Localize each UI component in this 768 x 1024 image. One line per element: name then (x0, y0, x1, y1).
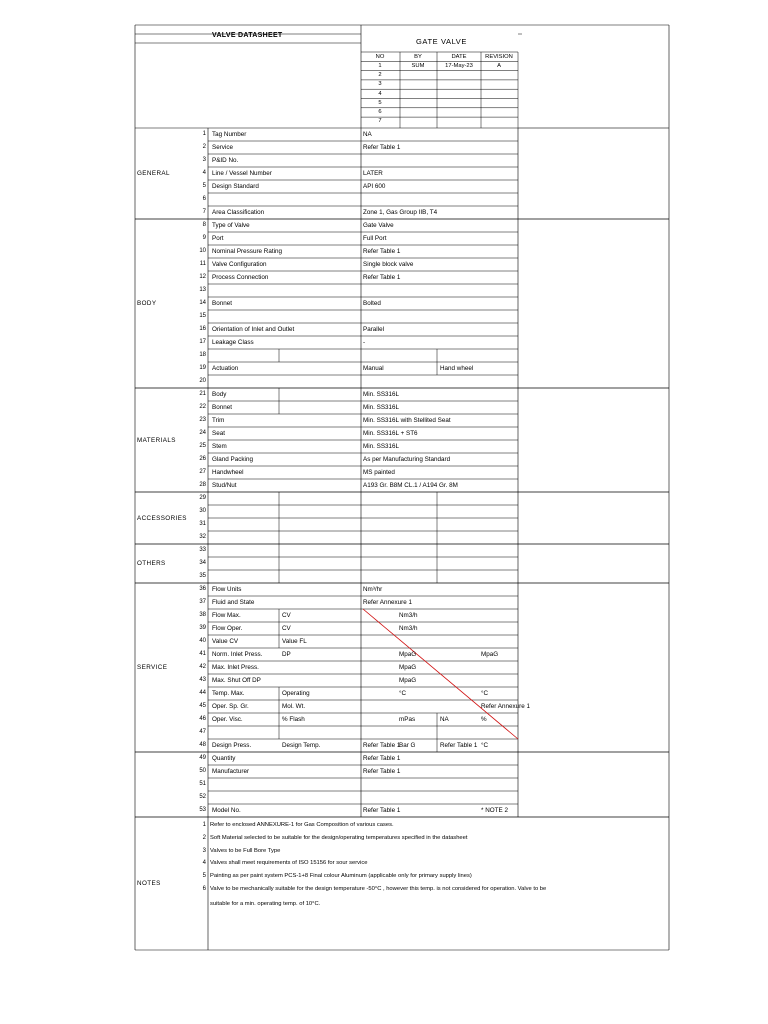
row-number: 53 (199, 807, 206, 813)
row-number: 32 (199, 534, 206, 540)
row-number: 41 (199, 651, 206, 657)
param-label: Trim (212, 417, 225, 424)
param-label: Nominal Pressure Rating (212, 248, 282, 255)
group-notes: NOTES (137, 880, 161, 887)
param-label: Oper. Sp. Gr. (212, 703, 249, 710)
row-number: 19 (199, 365, 206, 371)
row-number: 12 (199, 274, 206, 280)
param-value: Gate Valve (363, 222, 394, 229)
row-number: 11 (199, 261, 206, 267)
param-sub-label: % Flash (282, 716, 305, 723)
param-label: Port (212, 235, 224, 242)
value-unit: Nm3/h (399, 625, 418, 632)
param-value: - (363, 339, 366, 346)
param-value: Parallel (363, 326, 384, 333)
note-number: 6 (202, 886, 206, 892)
note-text: Refer to enclosed ANNEXURE-1 for Gas Composition of various cases. (210, 822, 394, 828)
param-label: Body (212, 391, 227, 398)
datasheet-title: VALVE DATASHEET (212, 32, 283, 39)
row-number: 10 (199, 248, 206, 254)
row-number: 13 (199, 287, 206, 293)
param-label: Stem (212, 443, 227, 450)
param-sub-label: Mol. Wt. (282, 703, 306, 710)
group-body: BODY (137, 300, 157, 307)
param-value: NA (363, 131, 372, 138)
param-sub-label: CV (282, 625, 291, 632)
row-number: 48 (199, 742, 206, 748)
param-value: Single block valve (363, 261, 414, 268)
param-sub-label: Operating (282, 690, 310, 697)
param-value-3: MpaG (481, 651, 499, 658)
revision-cell: A (497, 62, 501, 69)
row-number: 46 (199, 716, 206, 722)
param-sub-label: DP (282, 651, 291, 658)
note-number: 3 (202, 848, 206, 854)
param-sub-label: Design Temp. (282, 742, 321, 749)
param-label: Max. Inlet Press. (212, 664, 259, 671)
param-value-3: % (481, 716, 487, 723)
param-value: Refer Table 1 (363, 274, 401, 281)
param-label: Stud/Nut (212, 482, 237, 489)
param-label: Flow Max. (212, 612, 241, 619)
row-number: 40 (199, 638, 206, 644)
param-label: Flow Units (212, 586, 242, 593)
param-label: Temp. Max. (212, 690, 245, 697)
row-number: 21 (199, 391, 206, 397)
param-sub-label: CV (282, 612, 291, 619)
row-number: 6 (202, 196, 206, 202)
row-number: 2 (202, 144, 206, 150)
param-label: Max. Shut Off DP (212, 677, 261, 684)
row-number: 14 (199, 300, 206, 306)
param-value: Refer Table 1 (363, 742, 401, 749)
param-value: Refer Annexure 1 (363, 599, 413, 606)
param-label: Handwheel (212, 469, 244, 476)
param-value-2: Hand wheel (440, 365, 474, 372)
param-value: Refer Table 1 (363, 248, 401, 255)
param-label: Valve Configuration (212, 261, 267, 268)
row-number: 15 (199, 313, 206, 319)
param-value: A193 Gr. B8M CL.1 / A194 Gr. 8M (363, 482, 458, 489)
row-number: 18 (199, 352, 206, 358)
param-value: Nm³/hr (363, 586, 383, 593)
param-value-3: °C (481, 690, 489, 697)
param-value-3: °C (481, 742, 489, 749)
param-value: Min. SS316L with Stellited Seat (363, 417, 451, 424)
row-number: 38 (199, 612, 206, 618)
revision-cell: 6 (378, 109, 382, 116)
row-number: 50 (199, 768, 206, 774)
row-number: 23 (199, 417, 206, 423)
row-number: 7 (202, 209, 206, 215)
row-number: 28 (199, 482, 206, 488)
param-label: Design Press. (212, 742, 252, 749)
value-unit: Nm3/h (399, 612, 418, 619)
revision-cell: 3 (378, 81, 382, 88)
note-text: Valves to be Full Bore Type (210, 848, 281, 854)
group-others: OTHERS (137, 560, 166, 567)
valve-type-title: GATE VALVE (416, 37, 468, 46)
row-number: 26 (199, 456, 206, 462)
note-number: 2 (202, 835, 206, 841)
param-value-2: NA (440, 716, 449, 723)
param-value: Refer Table 1 (363, 144, 401, 151)
revision-cell: SUM (411, 62, 425, 69)
param-label: Fluid and State (212, 599, 255, 606)
param-value: Manual (363, 365, 384, 372)
row-number: 51 (199, 781, 206, 787)
param-value: Refer Table 1 (363, 755, 401, 762)
row-number: 17 (199, 339, 206, 345)
param-label: Flow Oper. (212, 625, 243, 632)
revision-cell: 4 (378, 90, 382, 97)
revision-col-header: NO (375, 53, 385, 60)
param-label: Seat (212, 430, 225, 437)
param-value: LATER (363, 170, 383, 177)
row-number: 3 (202, 157, 206, 163)
revision-cell: 5 (378, 99, 382, 106)
row-number: 34 (199, 560, 206, 566)
revision-cell: 7 (378, 118, 382, 125)
param-value: Min. SS316L + ST6 (363, 430, 418, 437)
param-label: Type of Valve (212, 222, 250, 229)
param-label: Tag Number (212, 131, 247, 138)
note-text: Valve to be mechanically suitable for the design temperature -50°C , however this temp. is not considered for operation. Valve to be (210, 886, 547, 892)
param-value: Refer Table 1 (363, 768, 401, 775)
revision-col-header: REVISION (485, 53, 513, 60)
row-number: 52 (199, 794, 206, 800)
param-label: Gland Packing (212, 456, 253, 463)
row-number: 35 (199, 573, 206, 579)
param-label: Norm. Inlet Press. (212, 651, 263, 658)
row-number: 30 (199, 508, 206, 514)
row-number: 25 (199, 443, 206, 449)
row-number: 29 (199, 495, 206, 501)
row-number: 45 (199, 703, 206, 709)
param-label: Quantity (212, 755, 236, 762)
param-value-3: * NOTE 2 (481, 807, 508, 814)
row-number: 27 (199, 469, 206, 475)
param-label: P&ID No. (212, 157, 239, 164)
note-text: Painting as per paint system PCS-1+8 Final colour Aluminum (applicable only for primary supply lines) (210, 873, 472, 879)
row-number: 8 (202, 222, 206, 228)
param-label: Model No. (212, 807, 241, 814)
note-text-continued: suitable for a min. operating temp. of 10°C. (210, 901, 321, 907)
param-value: Min. SS316L (363, 404, 400, 411)
note-text: Soft Material selected to be suitable for the design/operating temperatures specified in the datasheet (210, 835, 468, 841)
param-label: Design Standard (212, 183, 259, 190)
group-accessories: ACCESSORIES (137, 514, 187, 522)
revision-cell: 17-May-23 (445, 62, 473, 69)
row-number: 33 (199, 547, 206, 553)
row-number: 20 (199, 378, 206, 384)
group-materials: MATERIALS (137, 436, 176, 444)
row-number: 47 (199, 729, 206, 735)
note-text: Valves shall meet requirements of ISO 15156 for sour service (210, 860, 368, 866)
param-label: Process Connection (212, 274, 269, 281)
param-label: Line / Vessel Number (212, 170, 272, 177)
param-value: As per Manufacturing Standard (363, 456, 451, 463)
group-general: GENERAL (137, 170, 170, 177)
param-value: Full Port (363, 235, 387, 242)
param-value: Bolted (363, 300, 381, 307)
revision-col-header: BY (414, 53, 422, 60)
param-label: Value CV (212, 638, 239, 645)
param-label: Manufacturer (212, 768, 250, 775)
param-label: Bonnet (212, 404, 232, 411)
row-number: 39 (199, 625, 206, 631)
value-unit: mPas (399, 716, 416, 723)
param-value: MS painted (363, 469, 395, 476)
param-label: Bonnet (212, 300, 232, 307)
value-unit: MpaG (399, 664, 417, 671)
value-unit: °C (399, 690, 407, 697)
row-number: 43 (199, 677, 206, 683)
row-number: 49 (199, 755, 206, 761)
note-number: 4 (202, 860, 206, 866)
note-number: 5 (202, 873, 206, 879)
param-value-2: Refer Table 1 (440, 742, 478, 749)
value-unit: Bar G (399, 742, 416, 749)
param-value-3: Refer Annexure 1 (481, 703, 531, 710)
row-number: 1 (202, 131, 206, 137)
param-label: Oper. Visc. (212, 716, 243, 723)
revision-cell: 1 (378, 62, 382, 69)
row-number: 37 (199, 599, 206, 605)
param-label: Orientation of Inlet and Outlet (212, 326, 295, 333)
note-number: 1 (202, 822, 206, 828)
group-service: SERVICE (137, 664, 168, 671)
param-value: API 600 (363, 183, 386, 190)
param-label: Actuation (212, 365, 239, 372)
param-label: Leakage Class (212, 339, 254, 346)
row-number: 31 (199, 521, 206, 527)
param-label: Area Classification (212, 209, 265, 216)
param-value: Refer Table 1 (363, 807, 401, 814)
param-value: Zone 1, Gas Group IIB, T4 (363, 209, 438, 216)
row-number: 4 (202, 170, 206, 176)
row-number: 36 (199, 586, 206, 592)
param-value: Min. SS316L (363, 391, 400, 398)
param-label: Service (212, 144, 233, 151)
row-number: 44 (199, 690, 206, 696)
row-number: 24 (199, 430, 206, 436)
row-number: 16 (199, 326, 206, 332)
value-unit: MpaG (399, 651, 417, 658)
row-number: 22 (199, 404, 206, 410)
param-sub-label: Value FL (282, 638, 307, 645)
revision-col-header: DATE (451, 53, 467, 60)
revision-cell: 2 (378, 71, 382, 78)
value-unit: MpaG (399, 677, 417, 684)
row-number: 5 (202, 183, 206, 189)
row-number: 9 (202, 235, 206, 241)
param-value: Min. SS316L (363, 443, 400, 450)
row-number: 42 (199, 664, 206, 670)
